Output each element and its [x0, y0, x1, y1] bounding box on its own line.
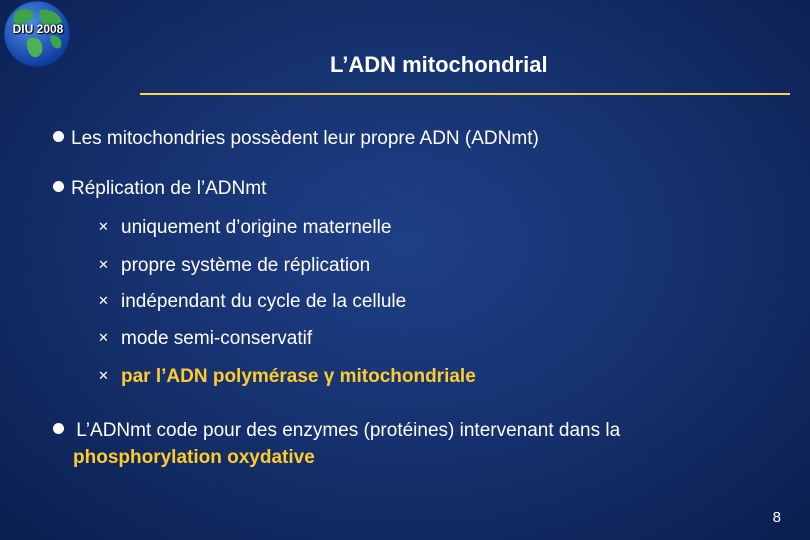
bullet-item-2	[53, 178, 266, 200]
bullet-item-1	[53, 128, 539, 150]
cross-icon: ✕	[98, 257, 109, 272]
bullet-text: Réplication de l’ADNmt	[71, 178, 267, 199]
sub-bullet-text: uniquement d’origine maternelle	[121, 217, 392, 238]
sub-bullet-item-2	[98, 255, 370, 277]
globe-logo	[0, 0, 75, 70]
bullet-dot-icon	[53, 423, 64, 434]
sub-bullet-text: propre système de réplication	[121, 255, 371, 276]
sub-bullet-item-1	[98, 217, 391, 239]
cross-icon: ✕	[98, 293, 109, 308]
title-underline	[140, 93, 790, 95]
page-number: 8	[772, 509, 781, 526]
sub-bullet-text: mode semi-conservatif	[121, 328, 313, 349]
sub-bullet-item-4	[98, 328, 312, 350]
bullet-text: Les mitochondries possèdent leur propre ADN (ADNmt)	[71, 128, 539, 149]
sub-bullet-text-highlight: par l’ADN polymérase γ mitochondriale	[121, 366, 476, 387]
sub-bullet-item-5	[98, 366, 476, 388]
cross-icon: ✕	[98, 330, 109, 345]
cross-icon: ✕	[98, 368, 109, 383]
bullet-dot-icon	[53, 131, 64, 142]
sub-bullet-item-3	[98, 291, 406, 313]
bullet-text-highlight: phosphorylation oxydative	[73, 447, 315, 468]
bullet-item-3	[53, 417, 793, 471]
bullet-dot-icon	[53, 181, 64, 192]
sub-bullet-text: indépendant du cycle de la cellule	[121, 291, 407, 312]
slide-title: L’ADN mitochondrial	[330, 52, 548, 77]
bullet-text: L’ADNmt code pour des enzymes (protéines) intervenant dans la	[76, 420, 621, 441]
logo-text: DIU 2008	[12, 22, 64, 36]
cross-icon: ✕	[98, 219, 109, 234]
